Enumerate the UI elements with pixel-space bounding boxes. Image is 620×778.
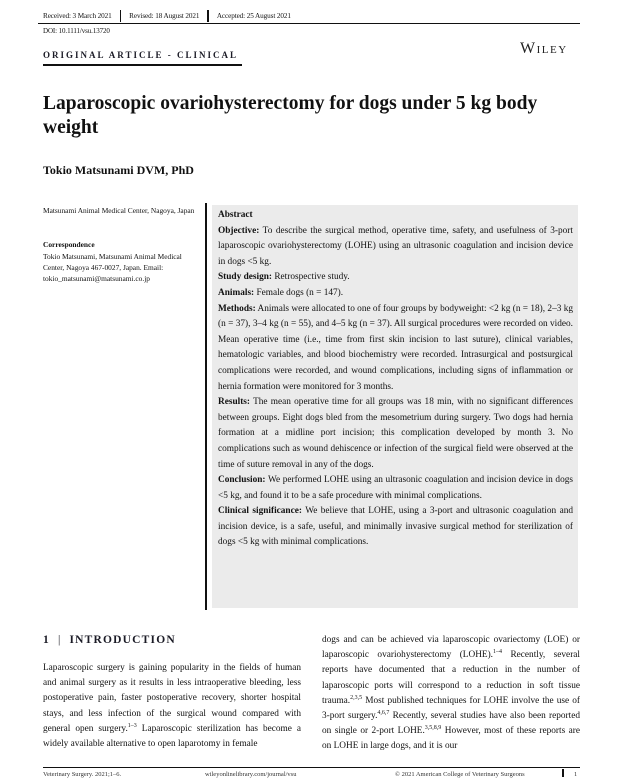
significance-text: We believe that LOHE, using a 3-port and ultrasonic coagulation and incision device, is a safe, useful, and minimally invasive surgical method for sterilization of dogs <5 kg with minimal complications. [218,506,573,548]
methods-label: Methods: [218,303,256,314]
revised-date: Revised: 18 August 2021 [129,12,200,20]
received-date: Received: 3 March 2021 [43,12,112,20]
body-text: Most published techniques for LOHE involve the use of 3-port surgery. [322,695,580,722]
footer-journal: Veterinary Surgery. 2021;1–6. [43,771,122,778]
abstract-content [218,208,573,551]
results-text: The mean operative time for all groups was 18 min, with no significant differences between groups. Eight dogs bled from the mesometrium during surgery. Two dogs had hernia formation at a midline port incision; this complication developed by month 3. No complications such as wound dehiscence or infection of the surgical field were observed at the time of suture removal in any of the dogs. [218,397,573,470]
abstract-animals [218,286,573,302]
abstract-side-rule [205,203,207,610]
header-rule [38,23,580,24]
citation-link[interactable]: 1–4 [493,649,503,656]
section-number: 1 [43,634,50,646]
objective-text: To describe the surgical method, operative time, safety, and usefulness of 3-port laparoscopic ovariohysterectomy (LOHE) using an ultrasonic coagulation and incision device in dogs <5 kg. [218,225,573,267]
body-text: Recently, several studies have also been reported on single or 2-port LOHE. [322,711,580,737]
section-separator: | [57,634,62,646]
design-text: Retrospective study. [272,272,350,283]
section-tag-underline [43,64,242,66]
section-heading-introduction [43,634,176,646]
affiliation: Matsunami Animal Medical Center, Nagoya, Japan [43,206,195,215]
conclusion-text: We performed LOHE using an ultrasonic coagulation and incision device in dogs <5 kg, and found it to be a safe procedure with minimal complications. [218,475,573,501]
section-tag: ORIGINAL ARTICLE - CLINICAL [43,50,238,60]
author-name: Tokio Matsunami DVM, PhD [43,163,194,177]
citation-link[interactable]: 4,6,7 [377,709,390,716]
divider [120,10,122,22]
body-text: However, most of these reports are on LOHE in large dogs, and it is our [322,726,580,752]
publisher-logo: Wiley [520,40,568,57]
abstract-conclusion [218,473,573,504]
page-number: 1 [574,771,578,778]
article-dates [43,10,291,22]
conclusion-label: Conclusion: [218,475,266,486]
citation-link[interactable]: 2,3,5 [350,694,363,701]
animals-label: Animals: [218,287,255,298]
divider [207,10,209,22]
body-text: dogs and can be achieved via laparoscopic ovariectomy (LOE) or laparoscopic ovariohysterectomy (LOHE). [322,635,580,661]
body-column-left [43,661,301,752]
abstract-results [218,395,573,473]
results-label: Results: [218,397,251,408]
section-title: INTRODUCTION [69,634,176,646]
accepted-date: Accepted: 25 August 2021 [216,12,291,20]
abstract-methods [218,302,573,396]
abstract-design [218,270,573,286]
footer-copyright: © 2021 American College of Veterinary Surgeons [395,771,525,778]
abstract-objective [218,224,573,271]
body-column-right [322,633,580,755]
body-text: Recently, several reports have documented that a reduction in the number of laparoscopic ports will correspond to a reduction in soft tissue trauma. [322,650,580,706]
footer-rule [43,767,580,768]
citation-link[interactable]: 3,5,8,9 [424,725,442,732]
correspondence-details: Tokio Matsunami, Matsunami Animal Medical Center, Nagoya 467-0027, Japan. Email: tokio_matsunami@matsunami.co.jp [43,252,182,283]
body-text: Laparoscopic sterilization has become a widely available alternative to open laparotomy in female [43,723,301,750]
methods-text: Animals were allocated to one of four groups by bodyweight: <2 kg (n = 18), 2–3 kg (n = 37), 3–4 kg (n = 55), and 4–5 kg (n = 37). All surgical procedures were recorded on video. Mean operative time (i.e., time from first skin incision to last suture), clinical variables, hematologic variables, and blood biochemistry were recorded. Intrasurgical and postsurgical complications were recorded, and wound complications, including signs of inflammation or hernia formation were monitored for 3 months. [218,303,573,392]
correspondence-heading: Correspondence [43,240,95,249]
abstract-heading: Abstract [218,210,253,220]
footer-url[interactable]: wileyonlinelibrary.com/journal/vsu [205,771,297,778]
citation-link[interactable]: 1–3 [127,722,137,729]
design-label: Study design: [218,272,272,283]
article-title: Laparoscopic ovariohysterectomy for dogs under 5 kg body weight [43,93,538,138]
body-text: Laparoscopic surgery is gaining popularity in the fields of human and animal surgery as it results in less intraoperative bleeding, less postoperative pain, faster postoperative recovery, shorter hospital stays, and less infection of the surgical wound compared with general open surgery. [43,663,301,734]
doi-link[interactable]: DOI: 10.1111/vsu.13720 [43,27,110,35]
objective-label: Objective: [218,225,260,236]
animals-text: Female dogs (n = 147). [254,287,344,298]
significance-label: Clinical significance: [218,506,302,517]
abstract-significance [218,504,573,551]
